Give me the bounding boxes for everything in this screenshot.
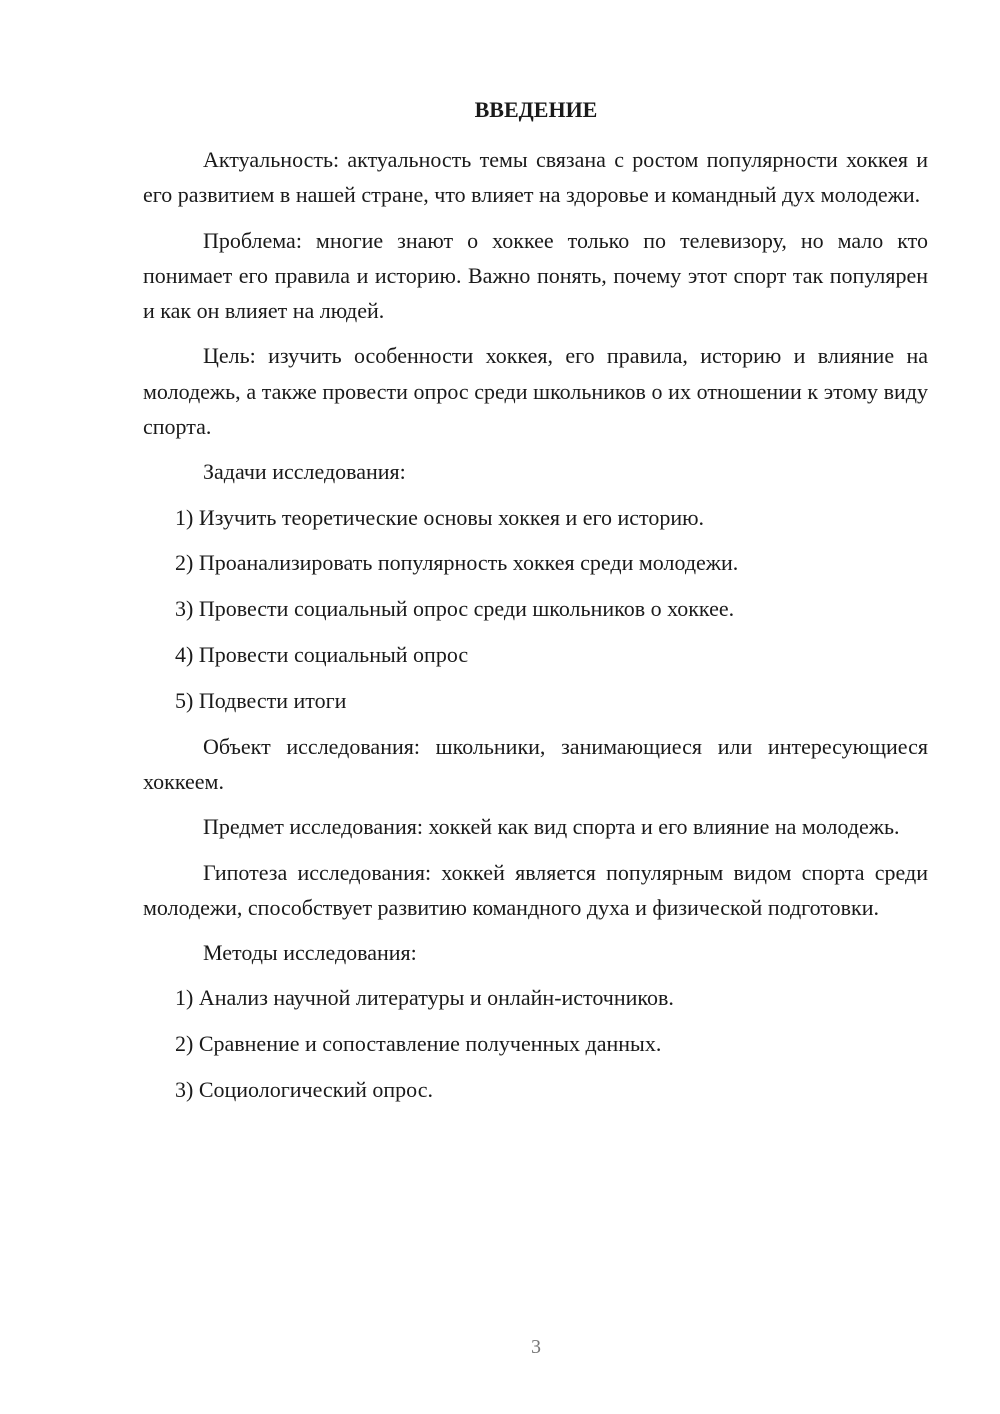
object-paragraph: Объект исследования: школьники, занимающиеся или интересующиеся хоккеем. xyxy=(143,733,928,794)
list-item: 2) Сравнение и сопоставление полученных данных. xyxy=(175,1031,662,1057)
methods-list xyxy=(143,980,928,1107)
list-item: 5) Подвести итоги xyxy=(175,687,347,713)
problem-paragraph: Проблема: многие знают о хоккее только по телевизору, но мало кто понимает его правила и историю. Важно понять, почему этот спорт так популярен и как он влияет на людей. xyxy=(143,227,928,324)
hypothesis-paragraph: Гипотеза исследования: хоккей является популярным видом спорта среди молодежи, способствует развитию командного духа и физической подготовки. xyxy=(143,859,928,920)
page-number: 3 xyxy=(531,1336,541,1358)
tasks-list xyxy=(143,500,928,718)
body-text xyxy=(143,142,928,1123)
list-item: 1) Анализ научной литературы и онлайн-источников. xyxy=(175,985,674,1011)
list-item: 1) Изучить теоретические основы хоккея и его историю. xyxy=(175,504,705,530)
list-item: 3) Провести социальный опрос среди школьников о хоккее. xyxy=(175,596,735,622)
methods-title: Методы исследования: xyxy=(203,940,417,966)
list-item: 4) Провести социальный опрос xyxy=(175,642,469,668)
section-heading: ВВЕДЕНИЕ xyxy=(474,97,598,122)
tasks-title: Задачи исследования: xyxy=(203,459,406,485)
relevance-paragraph: Актуальность: актуальность темы связана с ростом популярности хоккея и его развитием в нашей стране, что влияет на здоровье и командный дух молодежи. xyxy=(143,147,928,208)
list-item: 2) Проанализировать популярность хоккея среди молодежи. xyxy=(175,550,739,576)
list-item: 3) Социологический опрос. xyxy=(175,1077,433,1103)
subject-paragraph: Предмет исследования: хоккей как вид спорта и его влияние на молодежь. xyxy=(203,814,900,840)
goal-paragraph: Цель: изучить особенности хоккея, его правила, историю и влияние на молодежь, а также провести опрос среди школьников о их отношении к этому виду спорта. xyxy=(143,343,928,440)
